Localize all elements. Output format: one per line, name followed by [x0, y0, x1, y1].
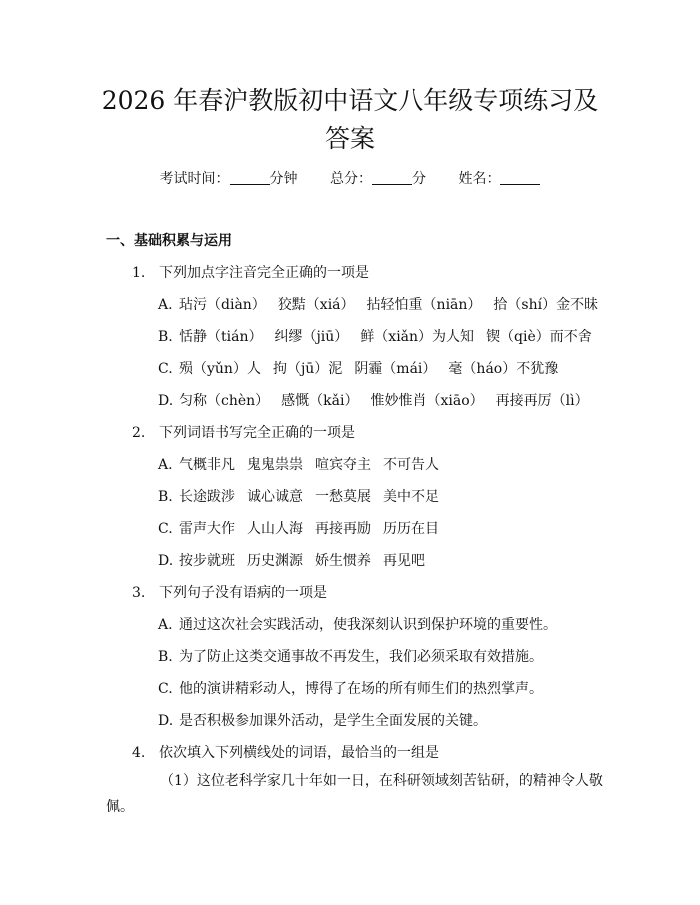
score-blank	[372, 170, 412, 185]
question-3: 3. 下列句子没有语病的一项是	[132, 585, 327, 601]
exam-time: 考试时间： 分钟	[159, 171, 298, 187]
question-1: 1. 下列加点字注音完全正确的一项是	[132, 265, 369, 281]
page-title	[60, 82, 640, 158]
question-2-option-c: C. 雷声大作 人山人海 再接再励 历历在目	[158, 521, 439, 537]
question-1-option-b: B. 恬静（tián） 纠缪（jiū） 鲜（xiǎn）为人知 锲（qiè）而不舍	[158, 329, 592, 345]
time-blank	[230, 170, 270, 185]
question-1-option-a: A. 玷污（diàn） 狡黠（xiá） 拈轻怕重（niān） 拾（shí）金不昧	[158, 297, 599, 313]
question-4-sub-1: （1）这位老科学家几十年如一日，在科研领域刻苦钻研，的精神令人敬佩。	[106, 773, 603, 815]
question-1-option-c: C. 殒（yǔn）人 拘（jū）泥 阴霾（mái） 毫（háo）不犹豫	[158, 361, 559, 377]
question-2-option-d: D. 按步就班 历史渊源 娇生惯养 再见吧	[158, 553, 425, 569]
question-3-option-a: A. 通过这次社会实践活动，使我深刻认识到保护环境的重要性。	[158, 617, 557, 633]
exam-score: 总分： 分	[330, 171, 426, 187]
section-heading: 一、基础积累与运用	[106, 233, 232, 249]
question-2: 2. 下列词语书写完全正确的一项是	[132, 425, 355, 441]
question-1-option-d: D. 匀称（chèn） 感慨（kǎi） 惟妙惟肖（xiāo） 再接再厉（lì）	[158, 393, 589, 409]
question-4: 4. 依次填入下列横线处的词语，最恰当的一组是	[132, 745, 439, 761]
question-3-option-c: C. 他的演讲精彩动人，博得了在场的所有师生们的热烈掌声。	[158, 681, 543, 697]
name-blank	[500, 170, 540, 185]
exam-name: 姓名：	[458, 171, 540, 187]
title-line-1: 2026 年春沪教版初中语文八年级专项练习及	[101, 86, 599, 115]
question-2-option-b: B. 长途跋涉 诚心诚意 一愁莫展 美中不足	[158, 489, 439, 505]
question-3-option-b: B. 为了防止这类交通事故不再发生，我们必须采取有效措施。	[158, 649, 543, 665]
question-2-option-a: A. 气概非凡 鬼鬼祟祟 喧宾夺主 不可告人	[158, 457, 439, 473]
question-3-option-d: D. 是否积极参加课外活动，是学生全面发展的关键。	[158, 713, 487, 729]
title-line-2: 答案	[324, 124, 375, 153]
exam-meta	[0, 168, 700, 188]
